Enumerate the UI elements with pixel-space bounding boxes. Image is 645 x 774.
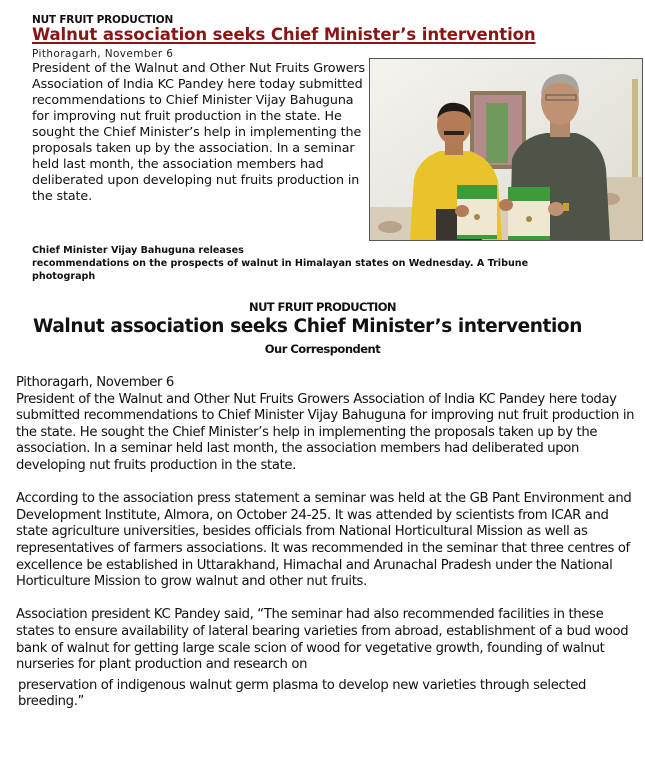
article-headline: Walnut association seeks Chief Minister’s intervention [32, 316, 582, 337]
article-paragraph-3-tail: preservation of indigenous walnut germ plasma to develop new varieties through selected breeding.” [18, 677, 586, 710]
photo-caption-line2: recommendations on the prospects of walnut in Himalayan states on Wednesday. A Tribune photograph [32, 258, 529, 282]
article-paragraph-2: According to the association press statement a seminar was held at the GB Pant Environment and Development Institute, Almora, on October 24-25. It was attended by scientists from ICAR and state agriculture universities, besides officials from National Horticultural Mission as well as representatives of farmers associations. It was recommended in the seminar that three centres of excellence be established in Uttarakhand, Himachal and Arunachal Pradesh under the National Horticulture Mission to grow walnut and other nut fruits. [16, 491, 632, 590]
article-paragraph-1 [16, 375, 636, 475]
photo-caption-line1: Chief Minister Vijay Bahuguna releases [32, 245, 244, 256]
article-paragraph-3 [16, 607, 636, 711]
top-story-body: President of the Walnut and Other Nut Fruits Growers Association of India KC Pandey here today submitted recommendations to Chief Minister Vijay Bahuguna for improving nut fruit production in the state. He sought the Chief Minister’s help in implementing the proposals taken up by the association. In a seminar held last month, the association members had deliberated upon developing nut fruits production in the state. [32, 60, 366, 203]
article-body [16, 375, 636, 711]
article-byline: Our Correspondent [264, 342, 381, 356]
photo-curtain [632, 79, 638, 189]
top-story-headline-text[interactable]: Walnut association seeks Chief Minister’s intervention [32, 25, 536, 44]
top-story-dateline: Pithoragarh, November 6 [32, 48, 174, 60]
top-story-kicker: NUT FRUIT PRODUCTION [32, 14, 174, 26]
news-photo [369, 58, 643, 241]
article-paragraph-3-text: Association president KC Pandey said, “The seminar had also recommended facilities in these states to ensure availability of lateral bearing varieties from abroad, establishment of a bud wood bank of walnut for getting large scale scion of wood for vegetative growth, founding of walnut nurseries for plant production and research on [16, 607, 629, 673]
article-paragraph-1-text: President of the Walnut and Other Nut Fruits Growers Association of India KC Pandey here today submitted recommendations to Chief Minister Vijay Bahuguna for improving nut fruit production in the state. He sought the Chief Minister’s help in implementing the proposals taken up by the association. In a seminar held last month, the association members had deliberated upon developing nut fruits production in the state. [16, 391, 635, 473]
article-kicker: NUT FRUIT PRODUCTION [249, 300, 396, 314]
photo-illustration [370, 59, 642, 240]
photo-caption [32, 244, 592, 283]
article-dateline: Pithoragarh, November 6 [16, 375, 174, 390]
top-story-headline-link[interactable] [32, 25, 546, 44]
